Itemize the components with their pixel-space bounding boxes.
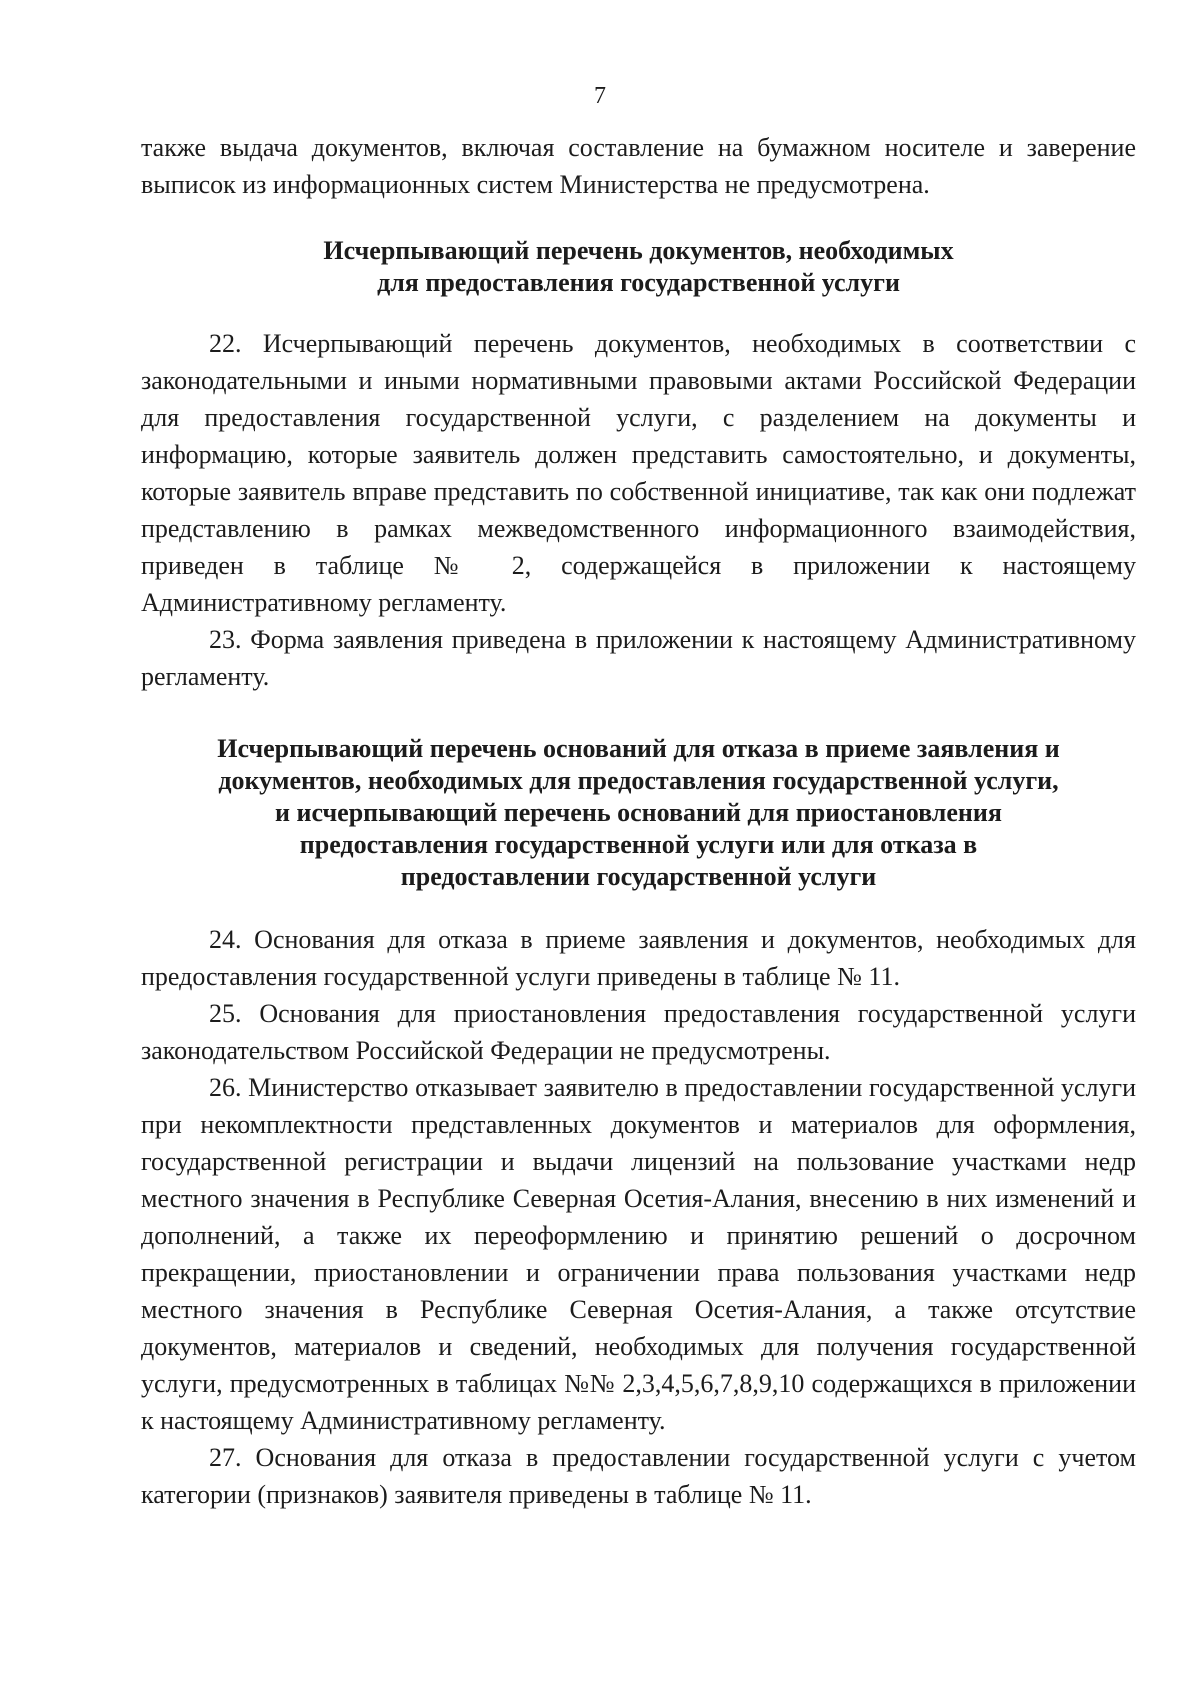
heading-line: документов, необходимых для предоставления государственной услуги,: [218, 766, 1059, 795]
document-body: [141, 129, 1136, 1513]
heading-line: предоставлении государственной услуги: [400, 862, 877, 891]
section-heading-documents: [141, 235, 1136, 299]
paragraph-22: 22. Исчерпывающий перечень документов, необходимых в соответствии с законодательными и иными нормативными правовыми актами Российской Федерации для предоставления государственной услуги, с разделением на документы и информацию, которые заявитель должен представить самостоятельно, и документы, которые заявитель вправе представить по собственной инициативе, так как они подлежат представлению в рамках межведомственного информационного взаимодействия, приведен в таблице № 2, содержащейся в приложении к настоящему Административному регламенту.: [141, 329, 1136, 617]
paragraph-25: 25. Основания для приостановления предоставления государственной услуги законодательством Российской Федерации не предусмотрены.: [141, 999, 1136, 1065]
section-heading-refusal-grounds: [141, 733, 1136, 893]
paragraph-26: 26. Министерство отказывает заявителю в предоставлении государственной услуги при некомплектности представленных документов и материалов для оформления, государственной регистрации и выдачи лицензий на пользование участками недр местного значения в Республике Северная Осетия-Алания, внесению в них изменений и дополнений, а также их переоформлению и принятию решений о досрочном прекращении, приостановлении и ограничении права пользования участками недр местного значения в Республике Северная Осетия-Алания, а также отсутствие документов, материалов и сведений, необходимых для получения государственной услуги, предусмотренных в таблицах №№ 2,3,4,5,6,7,8,9,10 содержащихся в приложении к настоящему Административному регламенту.: [141, 1073, 1136, 1435]
intro-paragraph: также выдача документов, включая составление на бумажном носителе и заверение выписок из информационных систем Министерства не предусмотрена.: [141, 133, 1136, 199]
paragraph-27: 27. Основания для отказа в предоставлении государственной услуги с учетом категории (признаков) заявителя приведены в таблице № 11.: [141, 1443, 1136, 1509]
heading-line: предоставления государственной услуги или для отказа в: [299, 830, 978, 859]
heading-line: Исчерпывающий перечень оснований для отказа в приеме заявления и: [217, 734, 1060, 763]
heading-line: и исчерпывающий перечень оснований для приостановления: [275, 798, 1002, 827]
page-number: 7: [594, 83, 606, 109]
heading-line: для предоставления государственной услуги: [377, 268, 900, 297]
heading-line: Исчерпывающий перечень документов, необходимых: [323, 236, 954, 265]
paragraph-23: 23. Форма заявления приведена в приложении к настоящему Административному регламенту.: [141, 625, 1136, 691]
paragraph-24: 24. Основания для отказа в приеме заявления и документов, необходимых для предоставления государственной услуги приведены в таблице № 11.: [141, 925, 1136, 991]
